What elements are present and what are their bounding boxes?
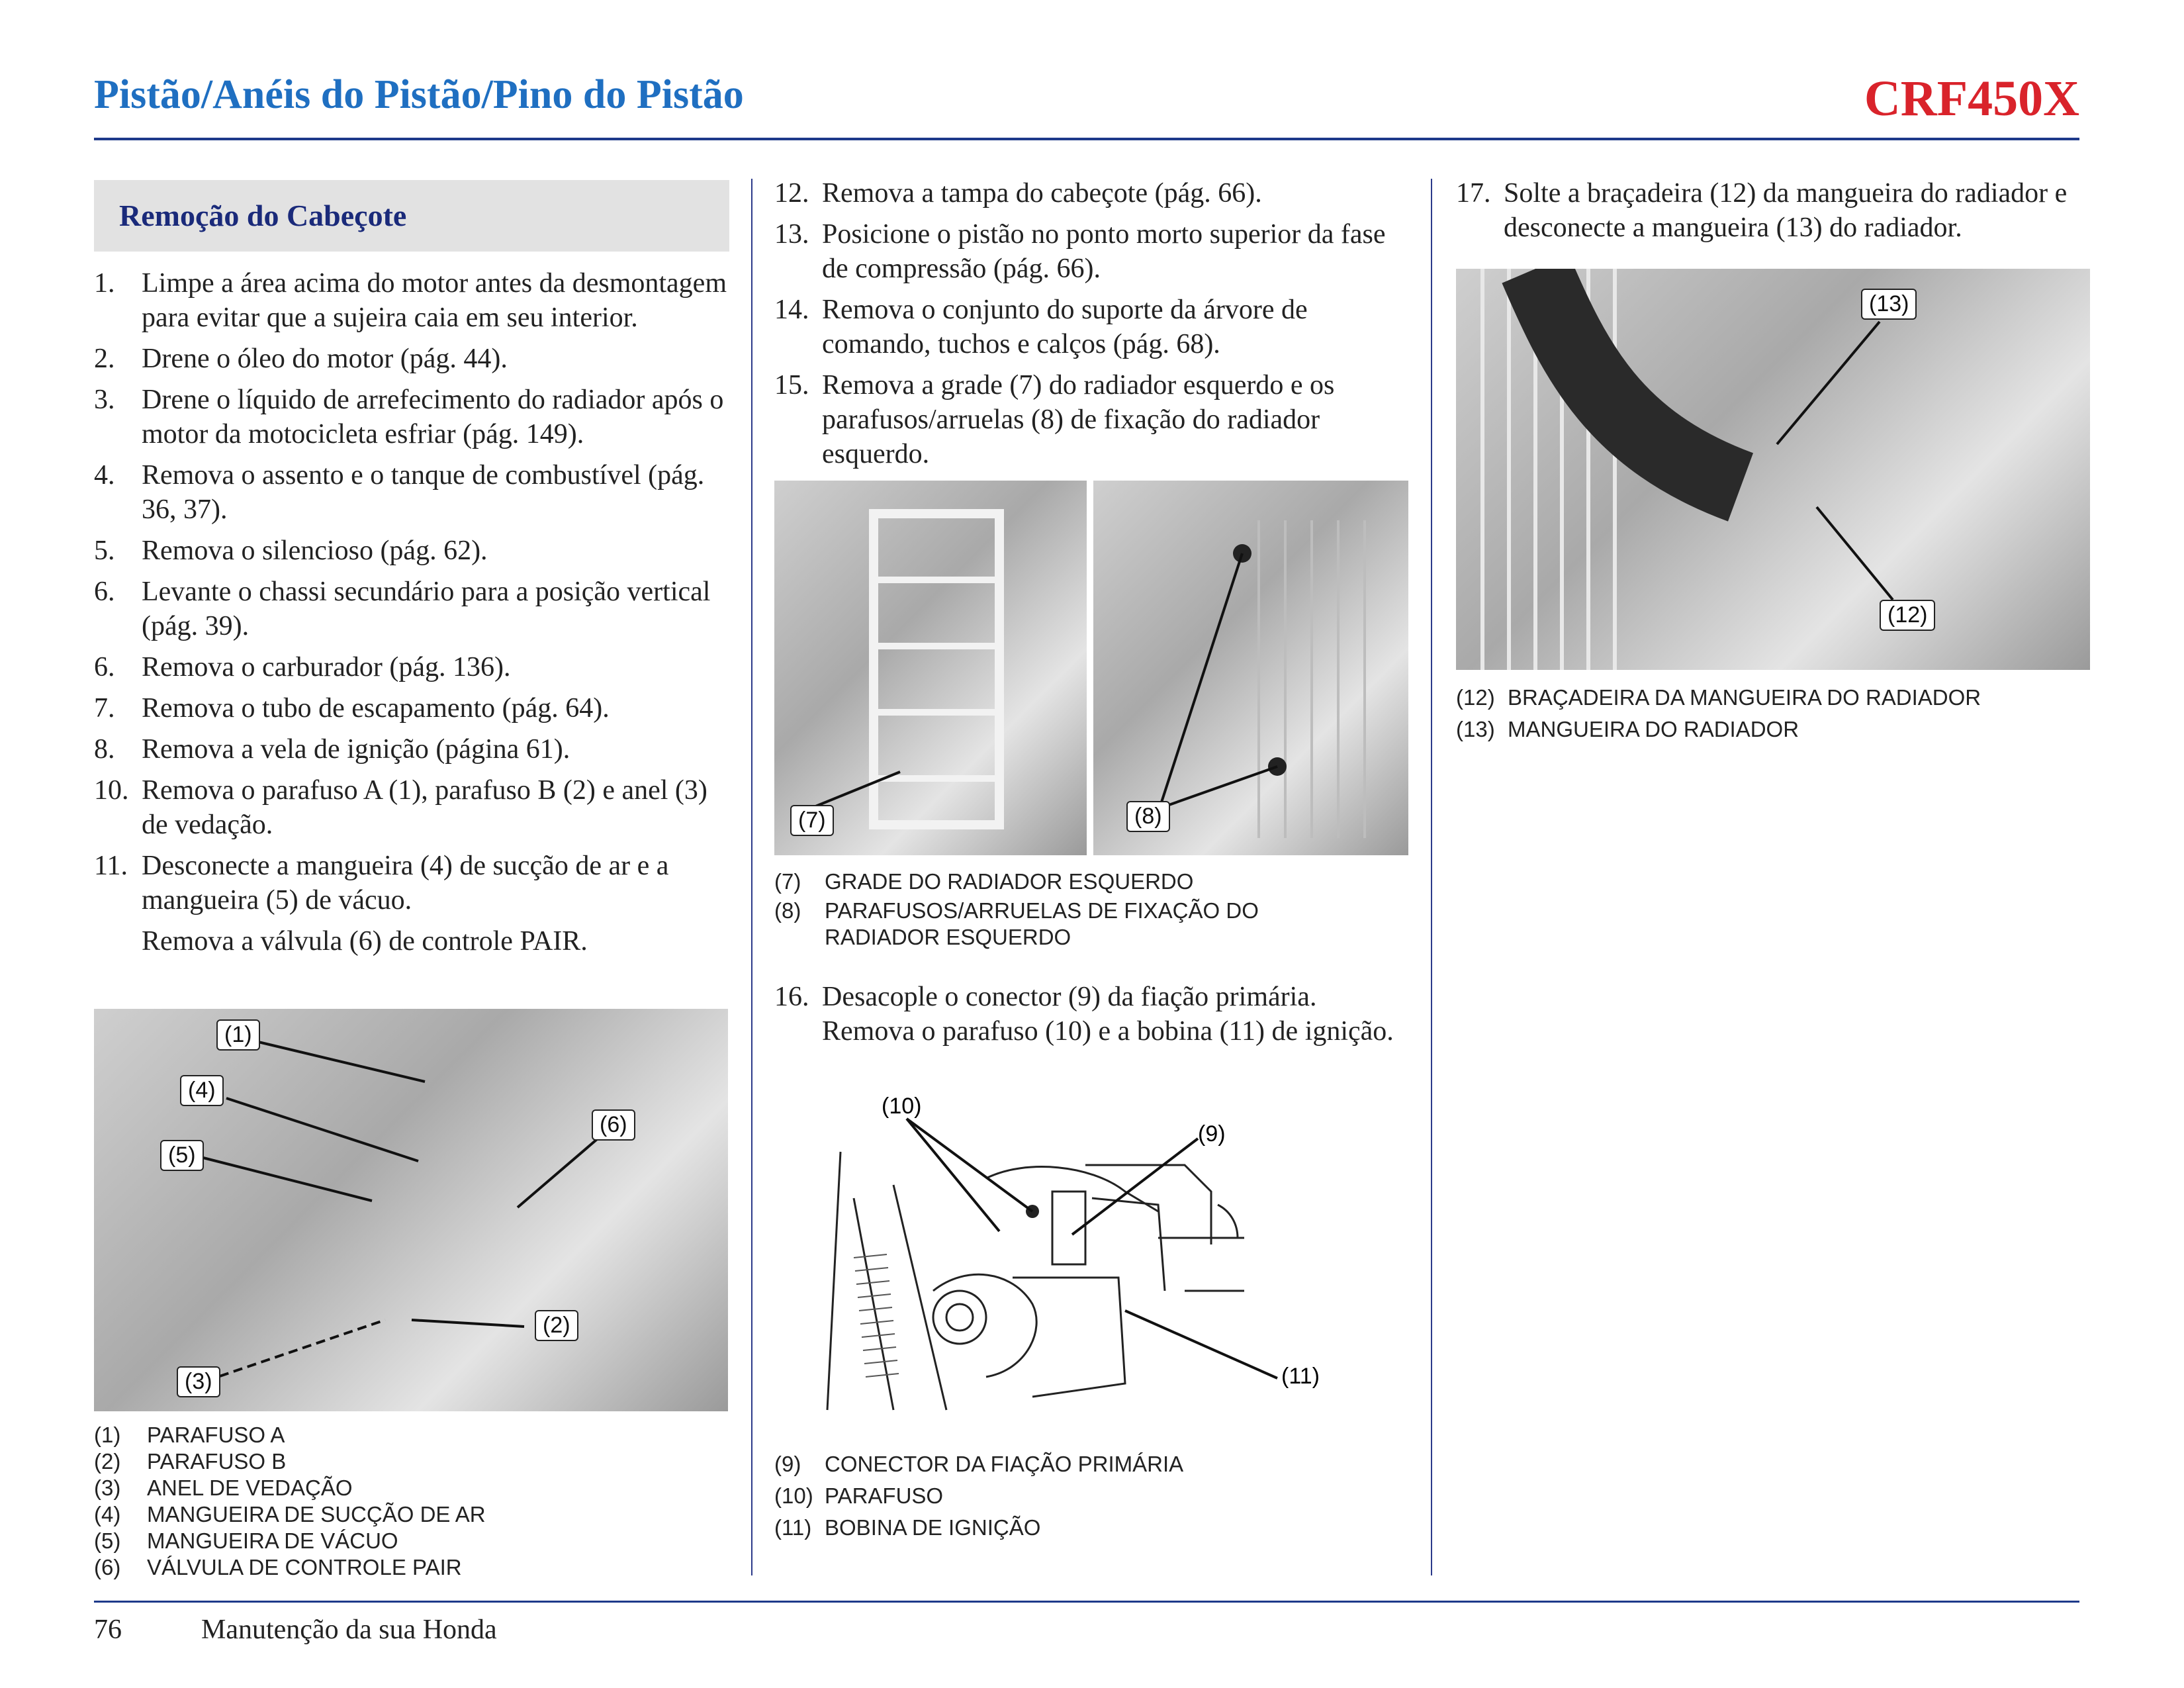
drawing-ignition-coil — [814, 1092, 1343, 1436]
callout-2: (2) — [535, 1310, 578, 1341]
captions-photo-2 — [774, 868, 1410, 951]
caption-item: (8) PARAFUSOS/ARRUELAS DE FIXAÇÃO DO RADIADOR ESQUERDO — [774, 898, 1259, 949]
step-item: 1. Limpe a área acima do motor antes da desmontagem para evitar que a sujeira caia em seu interior. — [94, 268, 727, 333]
step-item: 10. Remova o parafuso A (1), parafuso B (2) e anel (3) de vedação. — [94, 775, 707, 840]
photo-pair-valve-leaders — [94, 1009, 728, 1411]
step-item: 6. Remova o carburador (pág. 136). — [94, 652, 511, 682]
page-title: Pistão/Anéis do Pistão/Pino do Pistão — [94, 72, 744, 117]
header-rule — [94, 138, 2079, 140]
captions-photo-1 — [94, 1422, 729, 1581]
callout-4: (4) — [180, 1075, 224, 1106]
photo-radiator-grille — [774, 481, 1087, 855]
photo-pair-valve — [94, 1009, 728, 1411]
caption-item: (4) MANGUEIRA DE SUCÇÃO DE AR — [94, 1502, 486, 1526]
column-divider-2 — [1431, 179, 1432, 1575]
caption-item: (11) BOBINA DE IGNIÇÃO — [774, 1515, 1041, 1540]
step-item: 15. Remova a grade (7) do radiador esquerdo e os parafusos/arruelas (8) de fixação do radiador esquerdo. — [774, 370, 1335, 469]
section-header — [94, 180, 729, 252]
step-17: 17. Solte a braçadeira (12) da mangueira do radiador e desconecte a mangueira (13) do radiador. — [1456, 178, 2068, 243]
footer-rule — [94, 1601, 2079, 1603]
callout-12: (12) — [1880, 600, 1935, 631]
photo-radiator-hose — [1456, 269, 2090, 670]
callout-5: (5) — [160, 1140, 204, 1171]
step-item: 4. Remova o assento e o tanque de combustível (pág. 36, 37). — [94, 460, 705, 525]
callout-1: (1) — [216, 1019, 260, 1051]
photo-radiator-bolts — [1093, 481, 1408, 855]
step-continuation: Remova a válvula (6) de controle PAIR. — [142, 926, 588, 957]
callout-11: (11) — [1281, 1364, 1320, 1389]
column-divider-1 — [751, 179, 752, 1575]
callout-13: (13) — [1861, 289, 1917, 320]
column-1 — [94, 180, 729, 965]
step-item: 13. Posicione o pistão no ponto morto superior da fase de compressão (pág. 66). — [774, 219, 1386, 284]
caption-item: (13) MANGUEIRA DO RADIADOR — [1456, 717, 1799, 741]
caption-item: (6) VÁLVULA DE CONTROLE PAIR — [94, 1555, 462, 1579]
step-item: 6. Levante o chassi secundário para a posição vertical (pág. 39). — [94, 577, 711, 641]
callout-7: (7) — [790, 805, 834, 836]
section-title: Remoção do Cabeçote — [119, 199, 407, 232]
step-item: 3. Drene o líquido de arrefecimento do radiador após o motor da motocicleta esfriar (pág. 149). — [94, 385, 724, 449]
model-name: CRF450X — [1864, 71, 2079, 126]
caption-item: (1) PARAFUSO A — [94, 1423, 285, 1447]
drawing-ignition-coil-lines — [814, 1092, 1343, 1436]
step-item: 7. Remova o tubo de escapamento (pág. 64). — [94, 693, 610, 724]
photo-radiator-hose-leaders — [1456, 269, 2090, 670]
callout-6: (6) — [592, 1109, 635, 1141]
page-number: 76 — [94, 1615, 122, 1645]
step-item: 2. Drene o óleo do motor (pág. 44). — [94, 344, 508, 374]
photo-radiator-bolts-leaders — [1093, 481, 1408, 855]
step-item: 14. Remova o conjunto do suporte da árvore de comando, tuchos e calços (pág. 68). — [774, 295, 1308, 359]
photo-radiator-grille-leaders — [774, 481, 1087, 855]
callout-10: (10) — [882, 1094, 922, 1119]
caption-item: (9) CONECTOR DA FIAÇÃO PRIMÁRIA — [774, 1452, 1184, 1476]
callout-8: (8) — [1126, 801, 1170, 832]
step-item: 8. Remova a vela de ignição (página 61). — [94, 734, 570, 765]
callout-9: (9) — [1198, 1121, 1226, 1147]
caption-item: (10) PARAFUSO — [774, 1483, 944, 1508]
caption-item: (2) PARAFUSO B — [94, 1449, 287, 1474]
captions-drawing — [774, 1448, 1410, 1544]
captions-photo-3 — [1456, 682, 2091, 745]
caption-item: (7) GRADE DO RADIADOR ESQUERDO — [774, 869, 1194, 894]
caption-item: (5) MANGUEIRA DE VÁCUO — [94, 1528, 398, 1553]
caption-item: (3) ANEL DE VEDAÇÃO — [94, 1476, 353, 1500]
column-2 — [774, 176, 1410, 478]
step-item: 5. Remova o silencioso (pág. 62). — [94, 536, 488, 566]
step-16: 16. Desacople o conector (9) da fiação primária. Remova o parafuso (10) e a bobina (11) de ignição. — [774, 982, 1394, 1047]
callout-3: (3) — [177, 1366, 220, 1397]
caption-item: (12) BRAÇADEIRA DA MANGUEIRA DO RADIADOR — [1456, 685, 1981, 710]
step-item: 11. Desconecte a mangueira (4) de sucção de ar e a mangueira (5) de vácuo. — [94, 851, 669, 915]
footer-text: Manutenção da sua Honda — [201, 1615, 497, 1645]
step-item: 12. Remova a tampa do cabeçote (pág. 66). — [774, 178, 1262, 209]
